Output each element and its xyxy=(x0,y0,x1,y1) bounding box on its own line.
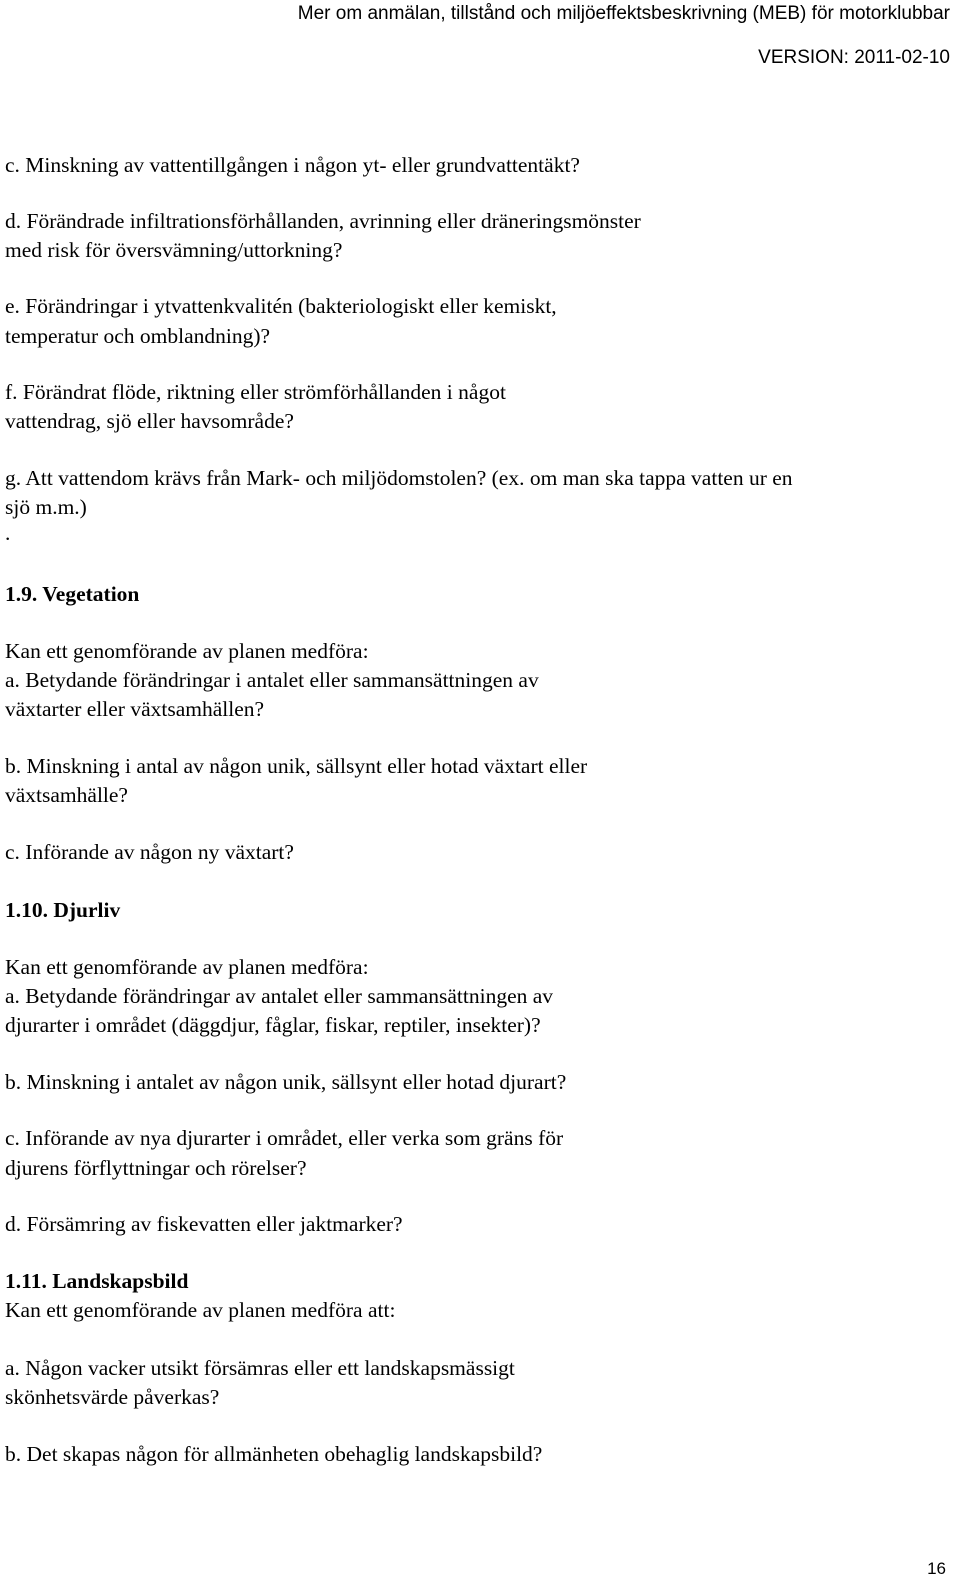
question-water-e-line2: temperatur och omblandning)? xyxy=(5,324,271,348)
question-vegetation-c: c. Införande av någon ny växtart? xyxy=(5,840,294,864)
question-water-e-line1: e. Förändringar i ytvattenkvalitén (bakteriologiskt eller kemiskt, xyxy=(5,294,557,318)
question-vegetation-a-line1: a. Betydande förändringar i antalet eller sammansättningen av xyxy=(5,668,539,692)
question-water-c-line1: c. Minskning av vattentillgången i någon yt- eller grundvattentäkt? xyxy=(5,153,580,177)
question-wildlife-a-line2: djurarter i området (däggdjur, fåglar, fiskar, reptiler, insekter)? xyxy=(5,1013,541,1037)
wildlife-intro: Kan ett genomförande av planen medföra: xyxy=(5,955,369,979)
question-water-d-line1: d. Förändrade infiltrationsförhållanden, avrinning eller dräneringsmönster xyxy=(5,209,641,233)
document-version: VERSION: 2011-02-10 xyxy=(758,47,950,68)
vegetation-intro: Kan ett genomförande av planen medföra: xyxy=(5,639,369,663)
question-water-f-line2: vattendrag, sjö eller havsområde? xyxy=(5,409,294,433)
question-water-g-line2: sjö m.m.) xyxy=(5,495,87,519)
question-vegetation-b-line1: b. Minskning i antal av någon unik, sällsynt eller hotad växtart eller xyxy=(5,754,588,778)
question-landscape-a-line1: a. Någon vacker utsikt försämras eller ett landskapsmässigt xyxy=(5,1356,515,1380)
document-title: Mer om anmälan, tillstånd och miljöeffektsbeskrivning (MEB) för motorklubbar xyxy=(297,3,950,24)
question-water-d-line2: med risk för översvämning/uttorkning? xyxy=(5,238,343,262)
question-wildlife-c-line1: c. Införande av nya djurarter i området, eller verka som gräns för xyxy=(5,1126,564,1150)
question-landscape-a-line2: skönhetsvärde påverkas? xyxy=(5,1385,220,1409)
question-water-f-line1: f. Förändrat flöde, riktning eller strömförhållanden i något xyxy=(5,380,506,404)
section-heading-landscape: 1.11. Landskapsbild xyxy=(5,1269,189,1293)
page-number: 16 xyxy=(927,1559,946,1578)
question-wildlife-d: d. Försämring av fiskevatten eller jaktmarker? xyxy=(5,1212,403,1236)
section-heading-wildlife: 1.10. Djurliv xyxy=(5,898,121,922)
question-water-g-line1: g. Att vattendom krävs från Mark- och miljödomstolen? (ex. om man ska tappa vatten ur en xyxy=(5,466,793,490)
section-heading-vegetation: 1.9. Vegetation xyxy=(5,582,140,606)
question-wildlife-b: b. Minskning i antalet av någon unik, sällsynt eller hotad djurart? xyxy=(5,1070,567,1094)
landscape-intro: Kan ett genomförande av planen medföra att: xyxy=(5,1298,396,1322)
question-wildlife-c-line2: djurens förflyttningar och rörelser? xyxy=(5,1156,307,1180)
question-wildlife-a-line1: a. Betydande förändringar av antalet eller sammansättningen av xyxy=(5,984,554,1008)
question-vegetation-b-line2: växtsamhälle? xyxy=(5,783,128,807)
stray-period: . xyxy=(5,521,11,545)
question-vegetation-a-line2: växtarter eller växtsamhällen? xyxy=(5,697,265,721)
question-landscape-b: b. Det skapas någon för allmänheten obehaglig landskapsbild? xyxy=(5,1442,543,1466)
